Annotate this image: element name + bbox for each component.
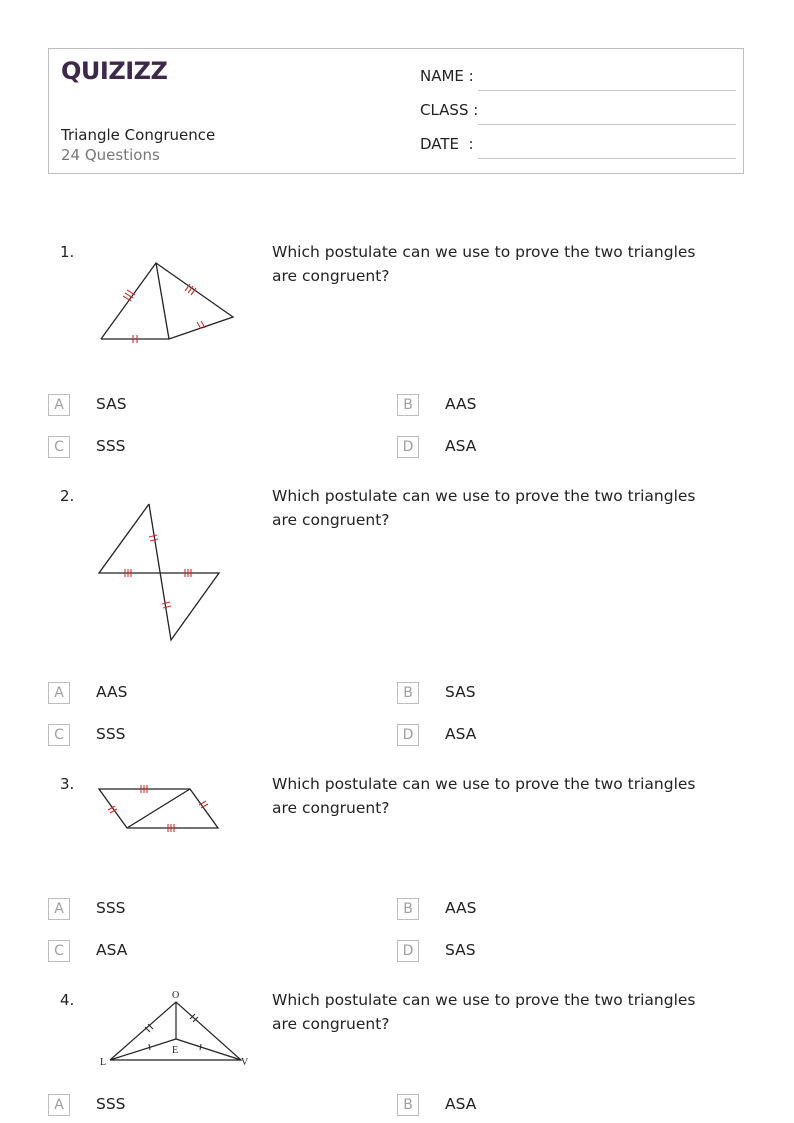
vertex-label-l: L [100, 1057, 107, 1068]
question-number: 1. [60, 243, 75, 261]
quizizz-logo: QUIZIZZ [61, 57, 168, 85]
triangle-figure-4 [95, 986, 255, 1070]
option-text: SAS [445, 683, 476, 701]
name-label: NAME : [420, 67, 474, 85]
option-letter: A [48, 898, 70, 920]
option-text: AAS [96, 683, 128, 701]
option-text: ASA [96, 941, 128, 959]
option-letter: D [397, 436, 419, 458]
question-text: Which postulate can we use to prove the two triangles are congruent? [272, 243, 696, 285]
option-letter: B [397, 1094, 419, 1116]
option-letter: D [397, 724, 419, 746]
question-number: 4. [60, 991, 75, 1009]
option-text: SSS [96, 899, 126, 917]
question-text: Which postulate can we use to prove the two triangles are congruent? [272, 775, 696, 817]
option-text: ASA [445, 1095, 477, 1113]
triangle-figure-3 [90, 780, 230, 836]
option-text: AAS [445, 395, 477, 413]
date-field[interactable] [420, 135, 736, 159]
option-text: SAS [96, 395, 127, 413]
option-letter: A [48, 1094, 70, 1116]
class-line[interactable] [478, 124, 736, 125]
triangle-figure-1 [90, 255, 240, 350]
option-letter: A [48, 394, 70, 416]
question-number: 2. [60, 487, 75, 505]
name-line[interactable] [478, 90, 736, 91]
worksheet-header [48, 48, 744, 174]
question-text: Which postulate can we use to prove the two triangles are congruent? [272, 991, 696, 1033]
option-letter: A [48, 682, 70, 704]
option-text: AAS [445, 899, 477, 917]
vertex-label-v: V [241, 1057, 249, 1068]
option-text: SSS [96, 725, 126, 743]
question-count: 24 Questions [61, 146, 160, 164]
option-letter: B [397, 394, 419, 416]
option-letter: B [397, 682, 419, 704]
option-letter: C [48, 940, 70, 962]
option-text: SAS [445, 941, 476, 959]
option-text: ASA [445, 437, 477, 455]
class-field[interactable] [420, 101, 736, 125]
option-letter: D [397, 940, 419, 962]
option-letter: C [48, 436, 70, 458]
triangle-figure-2 [90, 498, 230, 648]
class-label: CLASS : [420, 101, 479, 119]
name-field[interactable] [420, 67, 736, 91]
option-text: SSS [96, 437, 126, 455]
option-letter: C [48, 724, 70, 746]
worksheet-title: Triangle Congruence [61, 126, 216, 144]
date-line[interactable] [478, 158, 736, 159]
option-text: SSS [96, 1095, 126, 1113]
date-label: DATE : [420, 135, 474, 153]
vertex-label-o: O [172, 990, 180, 1001]
option-text: ASA [445, 725, 477, 743]
option-letter: B [397, 898, 419, 920]
question-text: Which postulate can we use to prove the two triangles are congruent? [272, 487, 696, 529]
vertex-label-e: E [172, 1045, 179, 1056]
question-number: 3. [60, 775, 75, 793]
